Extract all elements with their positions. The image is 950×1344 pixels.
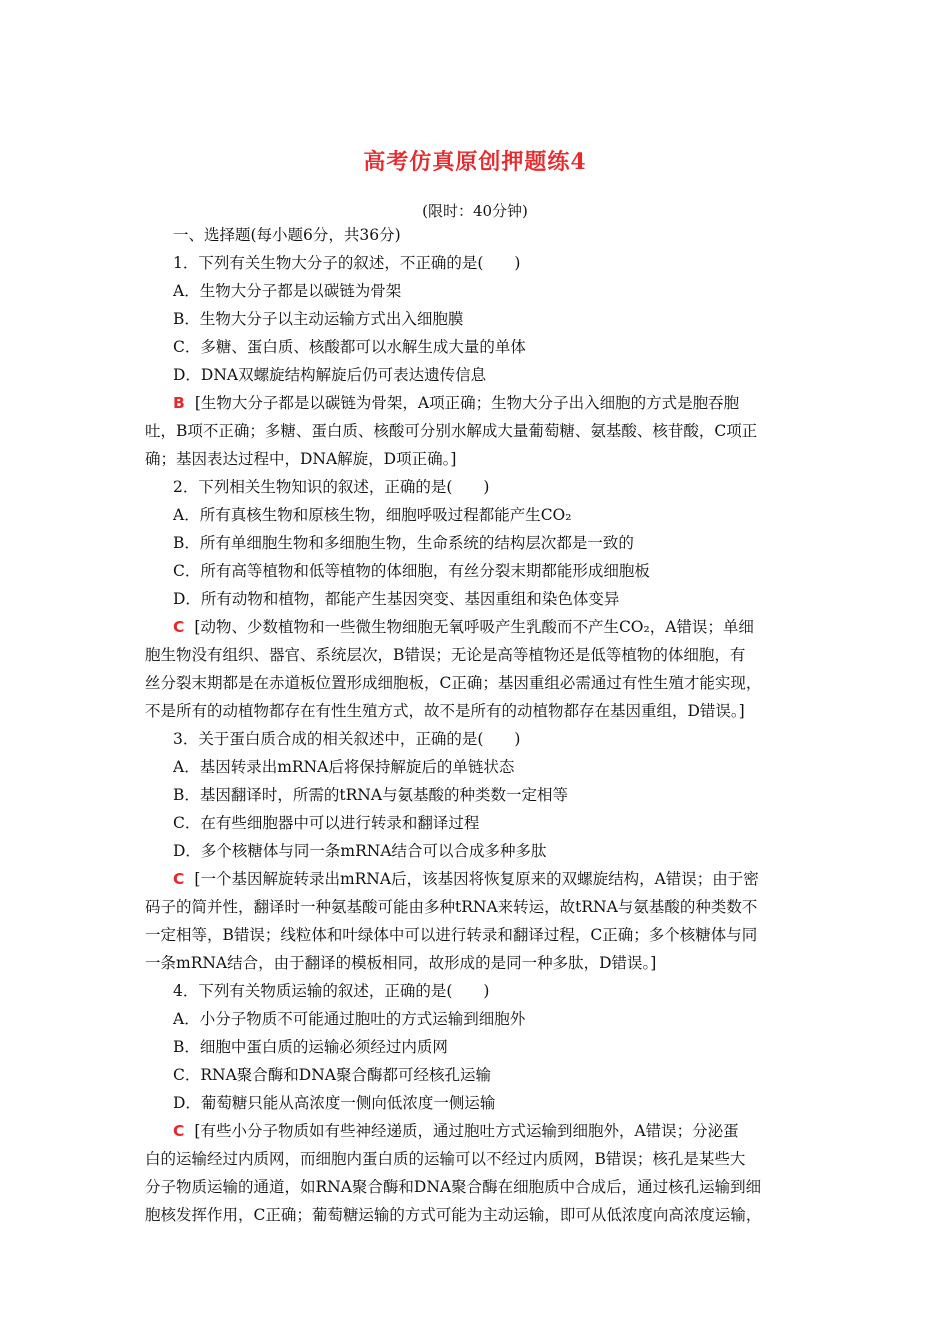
answer-letter: C <box>173 1122 185 1140</box>
option-d: D．多个核糖体与同一条mRNA结合可以合成多种多肽 <box>173 842 547 860</box>
answer-explanation-line: B [生物大分子都是以碳链为骨架，A项正确；生物大分子出入细胞的方式是胞吞胞 <box>173 394 740 412</box>
question-3 <box>145 725 810 977</box>
answer-letter: C <box>173 870 185 888</box>
answer-explanation-line: 确；基因表达过程中，DNA解旋，D项正确。] <box>145 450 457 468</box>
answer-explanation-line: 胞核发挥作用，C正确；葡萄糖运输的方式可能为主动运输，即可从低浓度向高浓度运输， <box>145 1206 762 1224</box>
option-c: C．在有些细胞器中可以进行转录和翻译过程 <box>173 814 480 832</box>
option-b: B．所有单细胞生物和多细胞生物，生命系统的结构层次都是一致的 <box>173 534 634 552</box>
question-stem: 2．下列相关生物知识的叙述，正确的是( ) <box>173 478 490 496</box>
answer-explanation-line: C [一个基因解旋转录出mRNA后，该基因将恢复原来的双螺旋结构，A错误；由于密 <box>173 870 759 888</box>
document-body <box>145 221 810 1229</box>
option-b: B．生物大分子以主动运输方式出入细胞膜 <box>173 310 464 328</box>
answer-explanation-line: 胞生物没有组织、器官、系统层次，B错误；无论是高等植物还是低等植物的体细胞，有 <box>145 646 746 664</box>
option-a: A．小分子物质不可能通过胞吐的方式运输到细胞外 <box>173 1010 526 1028</box>
question-stem: 4．下列有关物质运输的叙述，正确的是( ) <box>173 982 490 1000</box>
question-4 <box>145 977 810 1229</box>
answer-explanation-line: 白的运输经过内质网，而细胞内蛋白质的运输可以不经过内质网，B错误；核孔是某些大 <box>145 1150 746 1168</box>
answer-explanation-line: 分子物质运输的通道，如RNA聚合酶和DNA聚合酶在细胞质中合成后，通过核孔运输到细 <box>145 1178 762 1196</box>
option-c: C．RNA聚合酶和DNA聚合酶都可经核孔运输 <box>173 1066 491 1084</box>
option-a: A．基因转录出mRNA后将保持解旋后的单链状态 <box>173 758 515 776</box>
option-c: C．多糖、蛋白质、核酸都可以水解生成大量的单体 <box>173 338 526 356</box>
question-1 <box>145 249 810 473</box>
option-d: D．DNA双螺旋结构解旋后仍可表达遗传信息 <box>173 366 487 384</box>
question-stem: 1．下列有关生物大分子的叙述，不正确的是( ) <box>173 254 521 272</box>
option-a: A．生物大分子都是以碳链为骨架 <box>173 282 402 300</box>
answer-explanation-line: 一条mRNA结合，由于翻译的模板相同，故形成的是同一种多肽，D错误。] <box>145 954 657 972</box>
question-2 <box>145 473 810 725</box>
option-d: D．所有动物和植物，都能产生基因突变、基因重组和染色体变异 <box>173 590 620 608</box>
answer-explanation-line: 吐，B项不正确；多糖、蛋白质、核酸可分别水解成大量葡萄糖、氨基酸、核苷酸，C项正 <box>145 422 758 440</box>
page-title: 高考仿真原创押题练4 <box>363 149 587 175</box>
option-b: B．细胞中蛋白质的运输必须经过内质网 <box>173 1038 448 1056</box>
question-stem: 3．关于蛋白质合成的相关叙述中，正确的是( ) <box>173 730 521 748</box>
section-heading: 一、选择题(每小题6分，共36分) <box>173 226 401 244</box>
answer-explanation-line: 码子的简并性，翻译时一种氨基酸可能由多种tRNA来转运，故tRNA与氨基酸的种类数不 <box>145 898 758 916</box>
answer-letter: C <box>173 618 185 636</box>
option-b: B．基因翻译时，所需的tRNA与氨基酸的种类数一定相等 <box>173 786 569 804</box>
option-d: D．葡萄糖只能从高浓度一侧向低浓度一侧运输 <box>173 1094 496 1112</box>
answer-explanation-line: 一定相等，B错误；线粒体和叶绿体中可以进行转录和翻译过程，C正确；多个核糖体与同 <box>145 926 758 944</box>
answer-letter: B <box>173 394 185 412</box>
answer-explanation-line: 不是所有的动植物都存在有性生殖方式，故不是所有的动植物都存在基因重组，D错误。] <box>145 702 745 720</box>
answer-explanation-line: 丝分裂末期都是在赤道板位置形成细胞板，C正确；基因重组必需通过有性生殖才能实现， <box>145 674 762 692</box>
answer-explanation-line: C [动物、少数植物和一些微生物细胞无氧呼吸产生乳酸而不产生CO₂，A错误；单细 <box>173 618 754 636</box>
option-c: C．所有高等植物和低等植物的体细胞，有丝分裂末期都能形成细胞板 <box>173 562 650 580</box>
answer-explanation-line: C [有些小分子物质如有些神经递质，通过胞吐方式运输到细胞外，A错误；分泌蛋 <box>173 1122 739 1140</box>
time-limit: (限时：40分钟) <box>422 202 528 220</box>
option-a: A．所有真核生物和原核生物，细胞呼吸过程都能产生CO₂ <box>173 506 572 524</box>
